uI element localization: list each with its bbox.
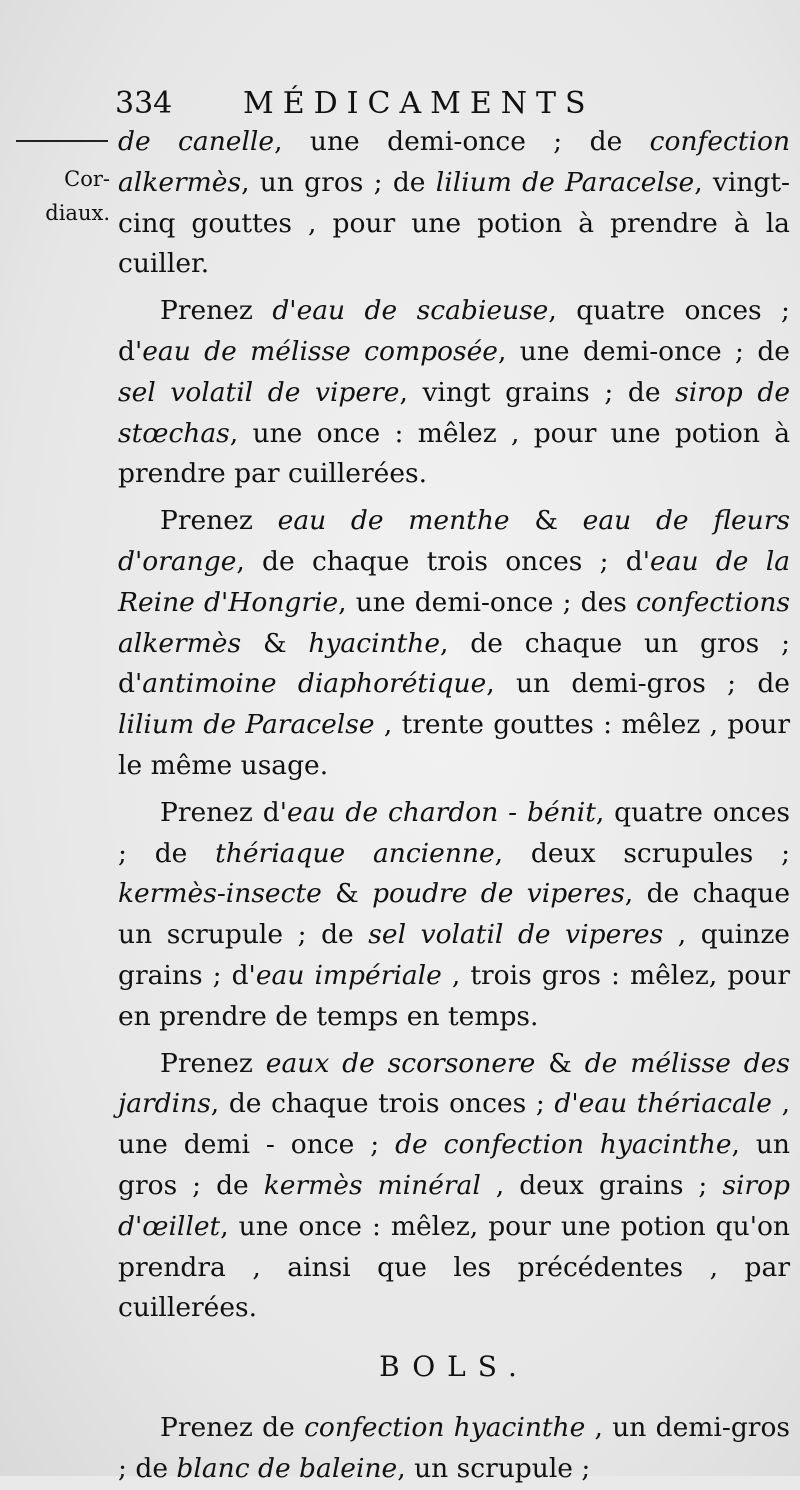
text-run: , vingt grains ; de — [399, 376, 676, 408]
text-run: , un gros ; de — [118, 1129, 790, 1201]
body-text — [118, 122, 790, 1490]
text-run: , trente gouttes : mêlez , pour le même usage. — [118, 709, 790, 781]
text-run: , une once : mêlez, pour une potion qu'on prendra , ainsi que les précédentes , par cuillerées. — [118, 1210, 790, 1324]
italic-term: de mélisse des jardins — [118, 1047, 790, 1120]
paragraph — [118, 1408, 790, 1490]
italic-term: de canelle — [118, 126, 275, 157]
italic-term: eau de la Reine d'Hongrie — [118, 545, 790, 618]
margin-note-line-2: diaux. — [45, 201, 110, 225]
italic-term: eau de chardon - bénit — [287, 796, 596, 828]
paragraph — [118, 1044, 790, 1330]
text-run: , de chaque un gros ; d' — [118, 627, 791, 700]
text-run: , de chaque trois onces ; — [210, 1088, 555, 1120]
paragraph — [118, 122, 790, 285]
text-run: , de chaque un scrupule ; de — [118, 878, 790, 951]
paragraph — [118, 291, 790, 495]
italic-term: lilium de Paracelse — [435, 166, 695, 198]
text-run: , une demi-once ; de — [497, 335, 790, 367]
page-header — [115, 86, 795, 126]
page-number: 334 — [115, 86, 173, 121]
text-run: , deux scrupules ; — [494, 837, 790, 869]
text-run: , quinze grains ; d' — [118, 919, 790, 991]
italic-term: sirop d'œillet — [118, 1169, 791, 1242]
italic-term: hyacinthe — [308, 627, 441, 659]
italic-term: eaux de scorsonere — [265, 1047, 536, 1079]
italic-term: blanc de baleine — [176, 1452, 398, 1484]
text-run: & — [535, 1047, 585, 1079]
text-run: , quatre onces ; de — [118, 796, 790, 869]
italic-term: d'eau thériacale — [554, 1088, 772, 1120]
text-run: , vingt-cinq gouttes , pour une potion à prendre à la cuiller. — [118, 166, 790, 280]
text-run: , un demi-gros ; de — [118, 1411, 790, 1484]
text-run: Prenez — [160, 505, 278, 537]
italic-term: d'eau de scabieuse — [272, 295, 549, 327]
text-run: , deux grains ; — [480, 1169, 723, 1201]
margin-dash — [16, 140, 108, 142]
italic-term: sirop de stœchas — [118, 376, 791, 449]
text-run: , une demi - once ; — [118, 1088, 790, 1161]
italic-term: sel volatil de vipere — [118, 376, 400, 408]
text-run: Prenez — [160, 1047, 266, 1079]
text-run: Prenez — [160, 295, 273, 327]
text-run: , une once : mêlez , pour une potion à prendre par cuillerées. — [118, 417, 790, 490]
italic-term: kermès-insecte — [118, 878, 322, 910]
italic-term: de confection hyacinthe — [395, 1129, 732, 1161]
italic-term: eau de mélisse composée — [142, 335, 498, 367]
section-heading: BOLS. — [379, 1350, 529, 1384]
text-run: , une demi-once ; de — [274, 126, 650, 157]
italic-term: lilium de Paracelse — [118, 709, 375, 741]
text-run: Prenez de — [160, 1411, 305, 1443]
text-run: & — [509, 505, 583, 537]
margin-note — [14, 162, 110, 230]
text-run: , un scrupule ; — [397, 1452, 591, 1484]
italic-term: eau impériale — [255, 959, 442, 991]
italic-term: antimoine diaphorétique — [142, 668, 487, 700]
text-run: , quatre onces ; d' — [118, 295, 790, 367]
text-run: , trois gros : mêlez, pour en prendre de temps en temps. — [118, 959, 790, 1032]
italic-term: sel volatil de viperes — [368, 919, 664, 951]
text-run: & — [321, 878, 373, 910]
text-run: , un demi-gros ; de — [486, 668, 790, 700]
paragraph — [118, 793, 790, 1038]
running-title: MÉDICAMENTS — [243, 86, 595, 121]
italic-term: confection hyacinthe — [304, 1411, 586, 1443]
margin-note-line-1: Cor- — [64, 167, 110, 191]
italic-term: poudre de viperes — [372, 878, 625, 910]
italic-term: confections alkermès — [118, 586, 790, 659]
italic-term: kermès minéral — [263, 1169, 481, 1201]
text-run: , de chaque trois onces ; d' — [236, 545, 651, 577]
italic-term: thériaque ancienne — [215, 837, 495, 869]
italic-term: eau de fleurs d'orange — [118, 505, 791, 577]
text-run: , une demi-once ; des — [338, 586, 637, 618]
italic-term: eau de menthe — [277, 505, 510, 537]
paragraph — [118, 501, 790, 787]
text-run: , un gros ; de — [241, 166, 436, 198]
text-run: & — [241, 627, 309, 659]
italic-term: confection alkermès — [118, 126, 791, 198]
text-run: Prenez d' — [160, 796, 288, 828]
